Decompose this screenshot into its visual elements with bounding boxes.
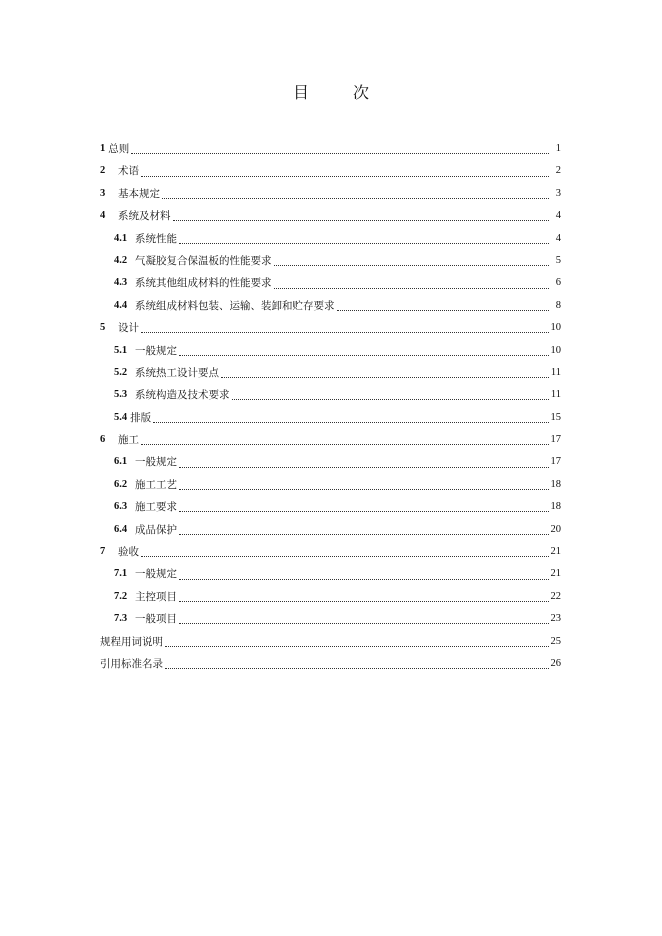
toc-page-number: 21 <box>550 546 561 558</box>
toc-entry-4-4[interactable] <box>0 295 662 317</box>
toc-entry-4-1[interactable] <box>0 228 662 250</box>
dot-leader <box>131 152 549 154</box>
toc-number: 5.1 <box>114 344 128 356</box>
page-title: 目 次 <box>292 83 383 102</box>
toc-label: 系统其他组成材料的性能要求 <box>135 277 272 290</box>
toc-label: 基本规定 <box>118 187 160 200</box>
toc-label: 一般规定 <box>135 568 177 581</box>
toc-page-number: 17 <box>550 456 561 468</box>
toc-number: 5 <box>100 322 106 334</box>
toc-number: 1 <box>100 143 106 154</box>
toc-entry-5-2[interactable] <box>0 362 662 384</box>
toc-entry-referenced-standards[interactable] <box>0 653 662 675</box>
toc-number: 5.4 <box>114 411 128 423</box>
toc-entry-6[interactable] <box>0 429 662 451</box>
toc-page-number: 4 <box>555 232 561 244</box>
toc-label: 排版 <box>130 411 152 424</box>
toc-page-number: 17 <box>550 434 561 446</box>
dot-leader <box>179 510 549 512</box>
toc-page-number: 11 <box>550 366 561 378</box>
toc-entry-7-3[interactable] <box>0 608 662 630</box>
dot-leader <box>165 645 549 647</box>
toc-entry-5-4[interactable] <box>0 407 662 429</box>
dot-leader <box>179 354 549 356</box>
toc-label: 施工 <box>118 434 139 447</box>
toc-entry-6-3[interactable] <box>0 496 662 518</box>
toc-page-number: 22 <box>550 590 561 602</box>
toc-number: 4.2 <box>114 254 128 266</box>
dot-leader <box>179 622 549 624</box>
toc-page-number: 26 <box>550 657 561 669</box>
toc-number: 6.4 <box>114 523 128 535</box>
toc-entry-1[interactable] <box>0 138 662 160</box>
toc-number: 6.3 <box>114 501 128 513</box>
toc-label: 系统及材料 <box>118 210 171 223</box>
toc-number: 5.3 <box>114 389 128 401</box>
dot-leader <box>337 309 550 311</box>
toc-number: 4.1 <box>114 232 128 244</box>
toc-page-number: 20 <box>550 523 561 535</box>
toc-label: 规程用词说明 <box>100 635 163 648</box>
toc-entry-5[interactable] <box>0 317 662 339</box>
toc-label: 一般规定 <box>135 344 177 357</box>
dot-leader <box>274 287 550 289</box>
toc-number: 6.1 <box>114 456 128 468</box>
toc-entry-6-1[interactable] <box>0 451 662 473</box>
dot-leader <box>179 578 549 580</box>
toc-entry-6-2[interactable] <box>0 474 662 496</box>
toc-number: 6.2 <box>114 478 128 490</box>
toc-label: 施工要求 <box>135 501 177 514</box>
dot-leader <box>162 197 549 199</box>
dot-leader <box>179 600 549 602</box>
toc-page-number: 18 <box>550 478 561 490</box>
toc-label: 气凝胶复合保温板的性能要求 <box>135 254 272 267</box>
toc-entry-4-3[interactable] <box>0 272 662 294</box>
dot-leader <box>141 555 549 557</box>
dot-leader <box>141 175 549 177</box>
toc-number: 7 <box>100 546 106 558</box>
toc-label: 系统性能 <box>135 232 177 245</box>
toc-number: 7.2 <box>114 590 128 602</box>
toc-number: 4 <box>100 210 106 222</box>
toc-entry-7-2[interactable] <box>0 586 662 608</box>
toc-entry-4[interactable] <box>0 205 662 227</box>
dot-leader <box>141 331 549 333</box>
dot-leader <box>232 398 549 400</box>
toc-page-number: 23 <box>550 613 561 625</box>
toc-label: 施工工艺 <box>135 478 177 491</box>
toc-page-number: 3 <box>555 187 561 199</box>
toc-page-number: 2 <box>555 165 561 177</box>
table-of-contents <box>0 138 662 675</box>
toc-page-number: 1 <box>555 143 561 154</box>
toc-number: 3 <box>100 187 106 199</box>
toc-page-number: 21 <box>550 568 561 580</box>
dot-leader <box>153 421 548 423</box>
toc-entry-5-3[interactable] <box>0 384 662 406</box>
toc-label: 系统构造及技术要求 <box>135 389 230 402</box>
toc-number: 6 <box>100 434 106 446</box>
dot-leader <box>274 264 550 266</box>
toc-label: 设计 <box>118 322 139 335</box>
dot-leader <box>141 443 549 445</box>
toc-page-number: 8 <box>555 299 561 311</box>
toc-page-number: 11 <box>550 389 561 401</box>
toc-entry-6-4[interactable] <box>0 519 662 541</box>
toc-number: 2 <box>100 165 106 177</box>
toc-label: 一般规定 <box>135 456 177 469</box>
toc-page-number: 15 <box>550 411 561 423</box>
toc-page-number: 10 <box>550 344 561 356</box>
toc-label: 引用标准名录 <box>100 657 163 670</box>
dot-leader <box>173 219 550 221</box>
toc-number: 4.3 <box>114 277 128 289</box>
toc-entry-3[interactable] <box>0 183 662 205</box>
dot-leader <box>179 488 549 490</box>
dot-leader <box>221 376 549 378</box>
toc-number: 5.2 <box>114 366 128 378</box>
toc-label: 术语 <box>118 165 139 178</box>
toc-number: 7.3 <box>114 613 128 625</box>
toc-label: 系统组成材料包装、运输、装卸和贮存要求 <box>135 299 335 312</box>
toc-entry-7-1[interactable] <box>0 563 662 585</box>
toc-entry-terms-explanation[interactable] <box>0 631 662 653</box>
toc-entry-2[interactable] <box>0 160 662 182</box>
toc-page-number: 18 <box>550 501 561 513</box>
toc-page-number: 4 <box>555 210 561 222</box>
dot-leader <box>179 242 549 244</box>
toc-label: 一般项目 <box>135 613 177 626</box>
toc-label: 验收 <box>118 546 139 559</box>
toc-label: 成品保护 <box>135 523 177 536</box>
dot-leader <box>179 533 549 535</box>
toc-page-number: 5 <box>555 254 561 266</box>
toc-number: 4.4 <box>114 299 128 311</box>
dot-leader <box>165 667 549 669</box>
toc-page-number: 6 <box>555 277 561 289</box>
toc-number: 7.1 <box>114 568 128 580</box>
toc-label: 总则 <box>108 143 130 155</box>
toc-entry-4-2[interactable] <box>0 250 662 272</box>
toc-label: 系统热工设计要点 <box>135 366 219 379</box>
toc-page-number: 10 <box>550 322 561 334</box>
toc-label: 主控项目 <box>135 590 177 603</box>
dot-leader <box>179 466 549 468</box>
toc-entry-5-1[interactable] <box>0 340 662 362</box>
toc-entry-7[interactable] <box>0 541 662 563</box>
toc-page-number: 25 <box>550 635 561 647</box>
